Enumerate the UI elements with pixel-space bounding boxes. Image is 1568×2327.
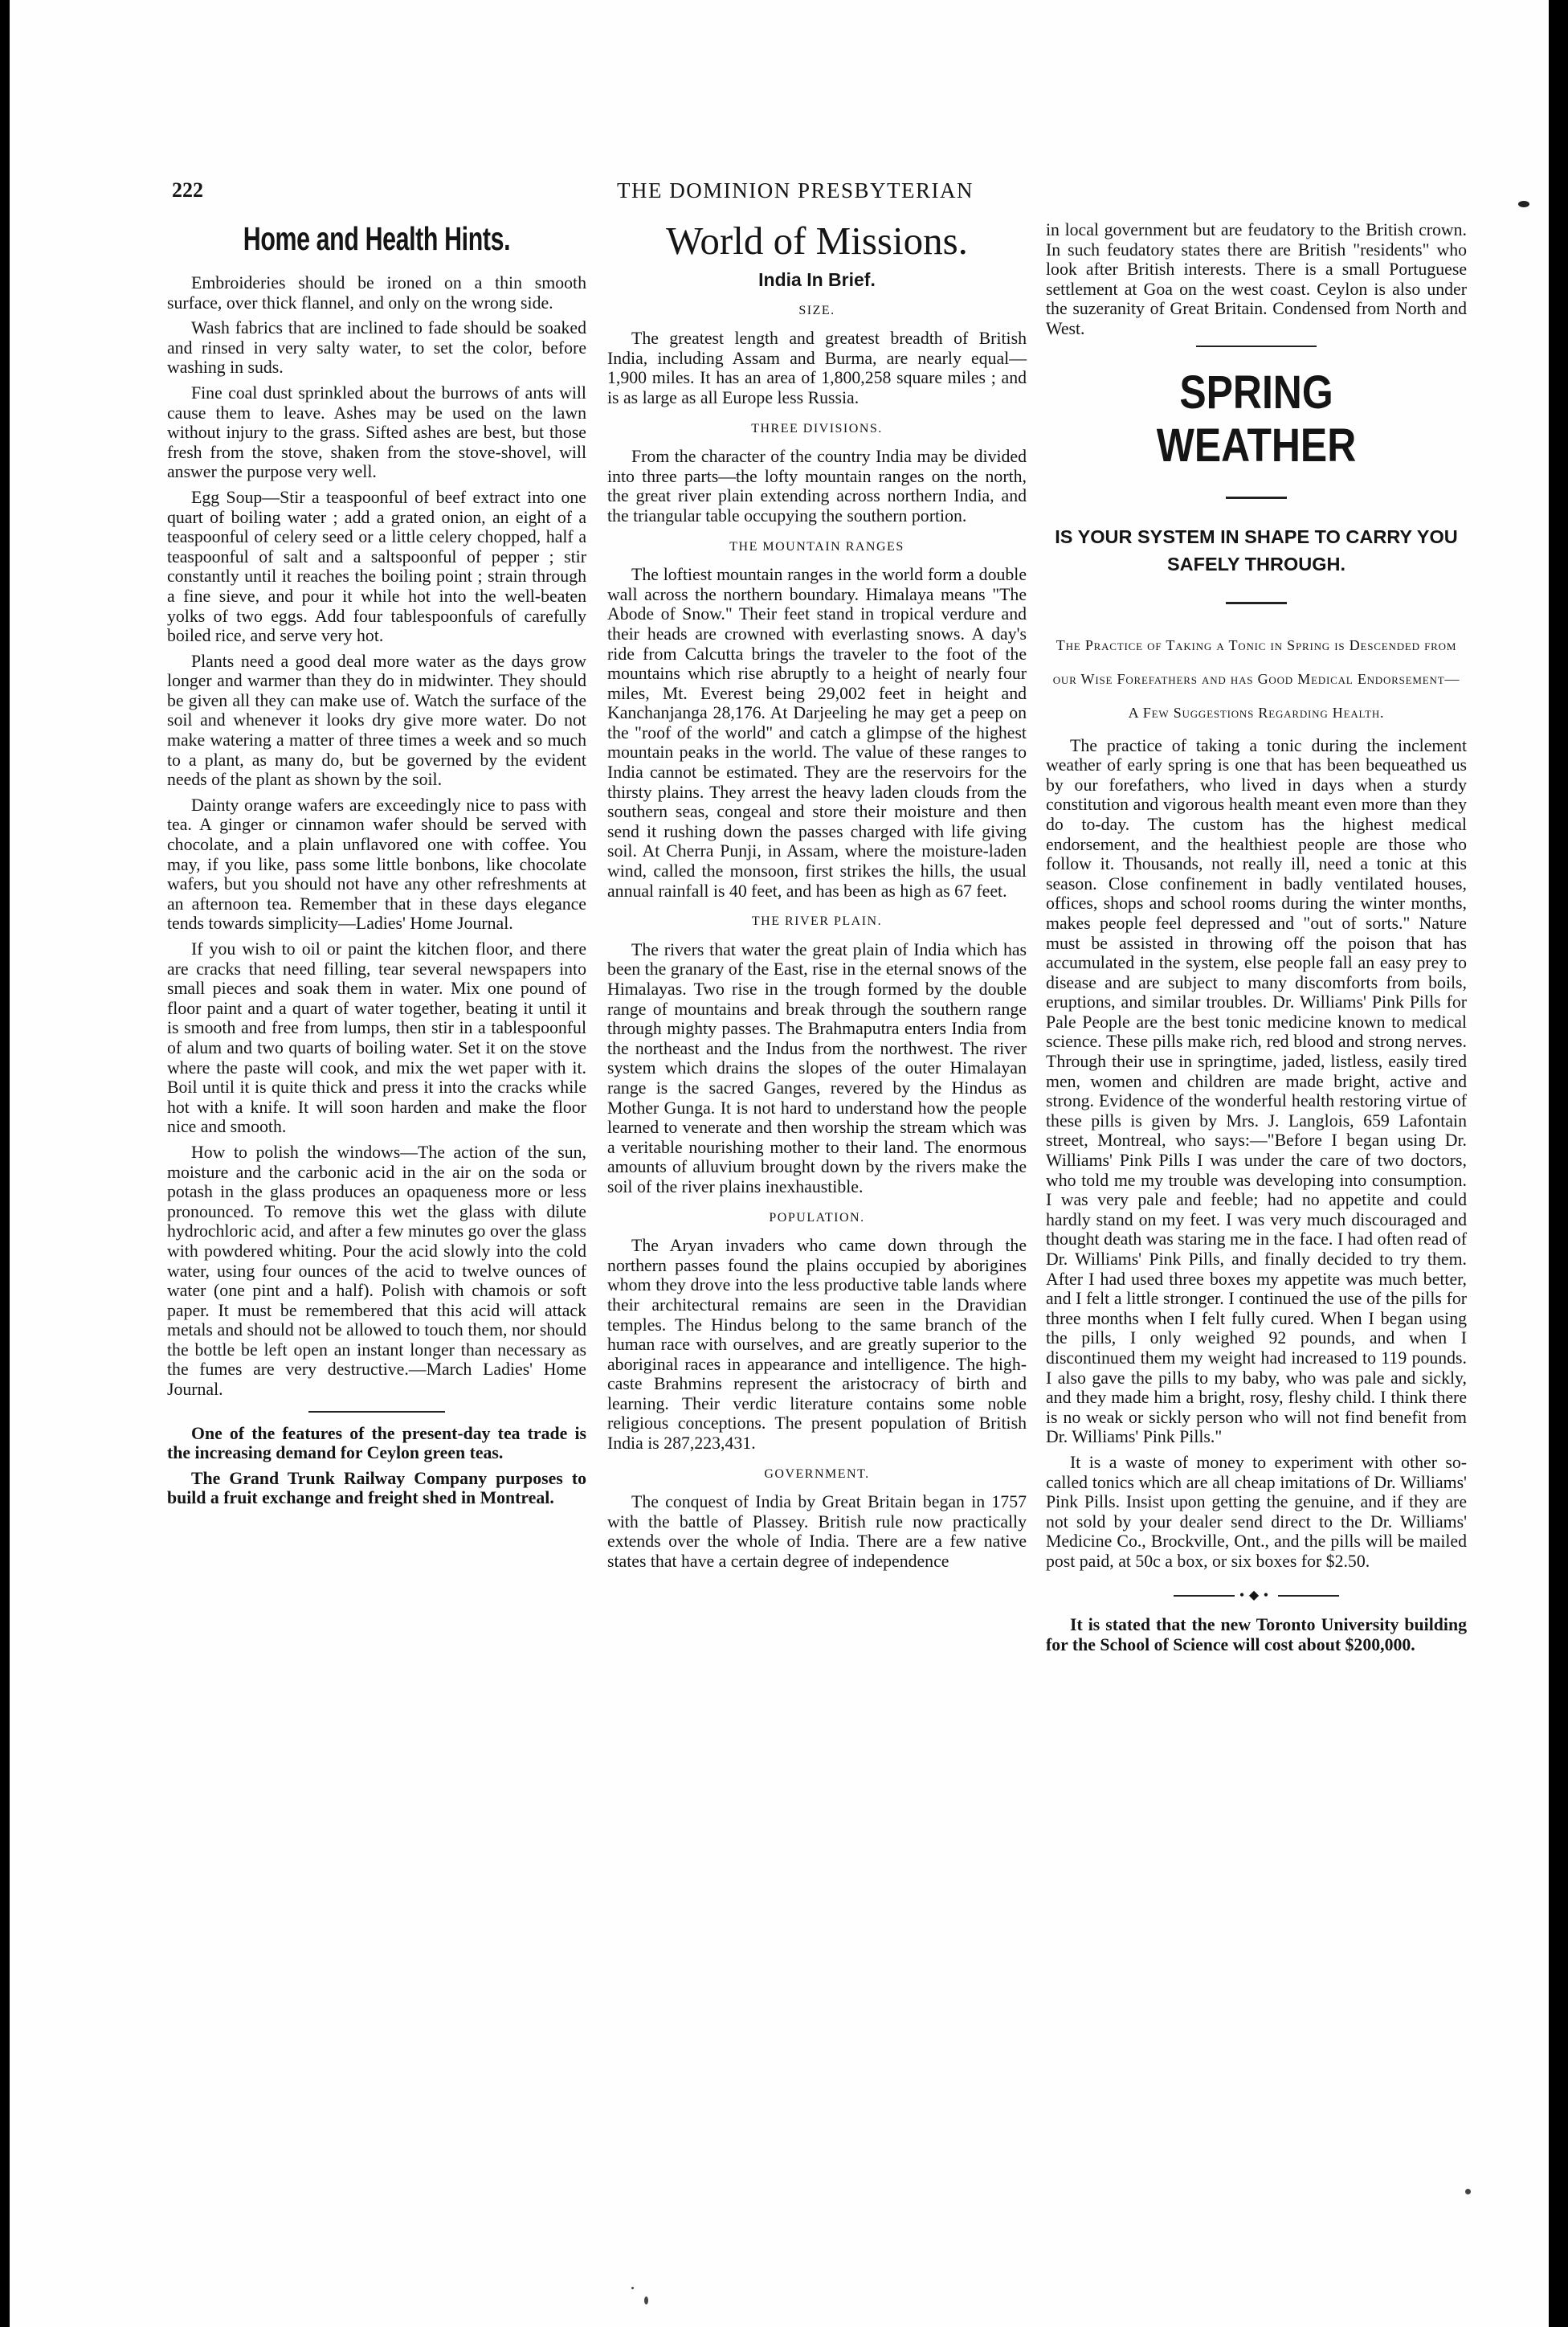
paragraph: It is a waste of money to experiment with other so-called tonics which are all cheap imitations of Dr. Williams' Pink Pills. Insist upon getting the genuine, and if they are not sold by your dealer send direct to the Dr. Williams' Medicine Co., Brockville, Ont., and the pills will be mailed post paid, at 50c a box, or six boxes for $2.50. (1046, 1452, 1467, 1571)
subheading-india-brief: India In Brief. (758, 269, 876, 290)
paragraph: Plants need a good deal more water as the days grow longer and warmer than they do in midwinter. They should be given all they can make use of. Watch the surface of the soil and whenever it looks dry give more water. Do not make watering a matter of three times a week and so much to a plant, as many do, but be governed by the evident needs of the plant as shown by the soil. (167, 651, 586, 790)
divider-rule (1226, 497, 1287, 499)
heading-world-missions: World of Missions. (666, 219, 968, 263)
paragraph: If you wish to oil or paint the kitchen floor, and there are cracks that need filling, tear several newspapers into small pieces and soak them in water. Mix one pound of floor paint and a quart of water together, beating it until it is smooth and free from lumps, then stir in a tablespoonful of alum and two quarts of boiling water. Set it on the stove where the paste will cook, and mix the wet paper with it. Boil until it is quite thick and press it into the cracks while hot with a knife. It will soon harden and make the floor nice and smooth. (167, 939, 586, 1137)
headline-spring-weather: SPRING WEATHER (1156, 366, 1357, 472)
section-title-population: POPULATION. (769, 1210, 865, 1225)
paragraph: The conquest of India by Great Britain began in 1757 with the battle of Plassey. British rule now practically extends over the whole of India. There are a few native states that have a certain degree of independence (607, 1492, 1027, 1572)
paragraph: How to polish the windows—The action of the sun, moisture and the carbonic acid in the air on the soda or potash in the glass produces an opaqueness more or less pronounced. To remove this wet the glass with dilute hydrochloric acid, and after a few minutes go over the glass with powdered whiting. Pour the acid slowly into the cold water, using four ounces of the acid to twelve ounces of water (one pint and a half). Polish with chamois or soft paper. It must be remembered that this acid will attack metals and should not be allowed to touch them, nor should the bottle be left open an instant longer than necessary as the fumes are very destructive.—March Ladies' Home Journal. (167, 1142, 586, 1400)
paragraph: The Aryan invaders who came down through the northern passes found the plains occupied by aborigines whom they drove into the less productive table lands where their architectural remains are seen in the Dravidian temples. The Hindus belong to the same branch of the human race with ourselves, and are greatly superior to the aboriginal races in appearance and intelligence. The high-caste Brahmins represent the aristocracy of birth and learning. Their verdic literature contains some noble religious conceptions. The present population of British India is 287,223,431. (607, 1236, 1027, 1454)
paragraph: From the character of the country India may be divided into three parts—the lofty mountain ranges on the north, the great river plain extending across northern India, and the triangular table occupying the southern portion. (607, 447, 1027, 526)
paragraph: Dainty orange wafers are exceedingly nice to pass with tea. A ginger or cinnamon wafer should be served with chocolate, and a plain unflavored one with coffee. You may, if you like, pass some little bonbons, like chocolate wafers, but you should not have any other refreshments at an afternoon tea. Remember that in these days elegance tends towards simplicity—Ladies' Home Journal. (167, 795, 586, 934)
column-home-health (167, 219, 586, 1514)
paragraph: Egg Soup—Stir a teaspoonful of beef extract into one quart of boiling water ; add a grated onion, an eight of a teaspoonful of celery seed or a little celery chopped, half a teaspoonful of salt and a saltspoonful of pepper ; stir constantly until it reaches the boiling point ; strain through a fine sieve, and pour it while hot into the well-beaten yolks of two eggs. Add four tablespoonfuls of carefully boiled rice, and serve very hot. (167, 487, 586, 646)
section-title-mountain-ranges: THE MOUNTAIN RANGES (729, 539, 904, 554)
margin-dot (1518, 201, 1529, 207)
section-title-government: GOVERNMENT. (764, 1466, 870, 1481)
paragraph: The practice of taking a tonic during the inclement weather of early spring is one that has been bequeathed us by our forefathers, who lived in days when a sturdy constitution and vigorous health meant even more than they do to-day. The custom has the highest medical endorsement, and the healthiest people are those who follow it. Thousands, not really ill, need a tonic at this season. Close confinement in badly ventilated houses, offices, shops and school rooms during the winter months, makes people feel depressed and "out of sorts." Nature must be assisted in throwing off the poison that has accumulated in the system, else people fall an easy prey to disease and are subject to many discomforts from boils, eruptions, and similar troubles. Dr. Williams' Pink Pills for Pale People are the best tonic medicine known to medical science. These pills make rich, red blood and strong nerves. Through their use in springtime, jaded, listless, easily tired men, women and children are made bright, active and strong. Evidence of the wonderful health restoring virtue of these pills is given by Mrs. J. Langlois, 659 Lafontain street, Montreal, who says:—"Before I began using Dr. Williams' Pink Pills I was under the care of two doctors, who told me my trouble was developing into consumption. I was very pale and feeble; had no appetite and could hardly stand on my feet. I was very much discouraged and thought death was staring me in the face. I had often read of Dr. Williams' Pink Pills, and finally decided to try them. After I had used three boxes my appetite was much better, and I felt a little stronger. I continued the use of the pills for three months when I felt fully cured. When I began using the pills, I only weighed 92 pounds, and when I discontinued them my weight had increased to 119 pounds. I also gave the pills to my baby, who was pale and sickly, and they made him a bright, rosy, fleshy child. I think there is no weak or sickly person who will not find benefit from Dr. Williams' Pink Pills." (1046, 735, 1467, 1447)
print-speck (644, 2296, 648, 2305)
article-deck: The Practice of Taking a Tonic in Spring is Descended from our Wise Forefathers and has Good Medical Endorsement— A Few Suggestions Regarding Health. (1052, 636, 1460, 721)
paragraph: Wash fabrics that are inclined to fade should be soaked and rinsed in very salty water, to set the color, before washing in suds. (167, 318, 586, 378)
section-title-size: SIZE. (798, 303, 835, 317)
page-number: 222 (172, 178, 203, 202)
divider-rule (1196, 346, 1317, 347)
running-head: THE DOMINION PRESBYTERIAN (617, 178, 974, 202)
note-paragraph: One of the features of the present-day tea trade is the increasing demand for Ceylon green teas. (167, 1423, 586, 1463)
column-spring-weather (1046, 220, 1467, 1660)
divider-rule (308, 1411, 445, 1413)
heading-home-health: Home and Health Hints. (243, 220, 511, 257)
footnote-paragraph: It is stated that the new Toronto University building for the School of Science will cost about $200,000. (1046, 1615, 1467, 1654)
notes-block (167, 1424, 586, 1508)
section-title-three-divisions: THREE DIVISIONS. (751, 421, 883, 436)
paragraph: The loftiest mountain ranges in the world form a double wall across the northern boundary. Himalaya means "The Abode of Snow." Their feet stand in tropical verdure and their heads are crowned with everlasting snows. A day's ride from Calcutta brings the traveler to the foot of the mountains which rise abruptly to a height of nearly four miles, Mt. Everest being 29,002 feet in height and Kanchanjanga 28,176. At Darjeeling he may get a peep on the "roof of the world" and catch a glimpse of the highest mountain peaks in the world. The value of these ranges to India cannot be estimated. They are the reservoirs for the thirsty plains. They arrest the heavy laden clouds from the southern seas, congeal and store their moisture and then send it rushing down the passes charged with life giving soil. At Cherra Punji, in Assam, where the moisture-laden wind, called the monsoon, first strikes the hills, the usual annual rainfall is 40 feet, and has been as high as 67 feet. (607, 565, 1027, 901)
paragraph: The greatest length and greatest breadth of British India, including Assam and Burma, are nearly equal—1,900 miles. It has an area of 1,800,258 square miles ; and is as large as all Europe less Russia. (607, 329, 1027, 407)
ornament-glyph: •◆• (1239, 1588, 1273, 1602)
paragraph: Fine coal dust sprinkled about the burrows of ants will cause them to leave. Ashes may be used on the lawn without injury to the grass. Sifted ashes are best, but those fresh from the stove, shaken from the stove-shovel, will answer the purpose very well. (167, 382, 586, 482)
continuation-paragraph: in local government but are feudatory to the British crown. In such feudatory states there are British "residents" who look after British interests. There is a small Portuguese settlement at Goa on the west coast. Ceylon is also under the suzeranity of Great Britain. Condensed from North and West. (1046, 220, 1467, 338)
print-speck (1465, 2189, 1471, 2194)
note-paragraph: The Grand Trunk Railway Company purposes to build a fruit exchange and freight shed in Montreal. (167, 1468, 586, 1508)
paragraph: Embroideries should be ironed on a thin smooth surface, over thick flannel, and only on the wrong side. (167, 273, 586, 313)
paragraph: The rivers that water the great plain of India which has been the granary of the East, rise in the eternal snows of the Himalayas. Two rise in the trough formed by the double range of mountains and break through the southern range through mighty passes. The Brahmaputra enters India from the northeast and the Indus from the northwest. The river system which drains the slopes of the outer Himalayan range is the sacred Ganges, revered by the Hindus as Mother Gunga. It is not hard to understand how the people learned to venerate and then worship the stream which was a veritable nourishing mother to their land. The enormous amounts of alluvium brought down by the rivers make the soil of the river plains inexhaustible. (607, 939, 1027, 1196)
ornament-divider (1046, 1586, 1467, 1606)
subheadline-system: IS YOUR SYSTEM IN SHAPE TO CARRY YOU SAFELY THROUGH. (1055, 526, 1458, 575)
footnote-block (1046, 1615, 1467, 1654)
print-speck (631, 2287, 634, 2289)
section-title-river-plain: THE RIVER PLAIN. (751, 914, 883, 929)
newspaper-page (10, 0, 1549, 2327)
column-world-missions (607, 219, 1027, 1577)
divider-rule (1226, 602, 1287, 604)
